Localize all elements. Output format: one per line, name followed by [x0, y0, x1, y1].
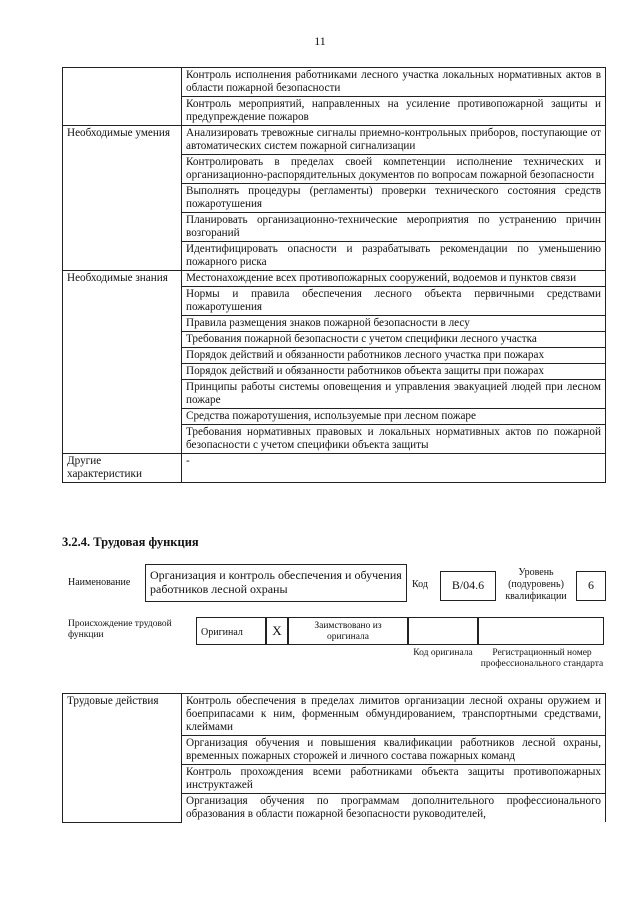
code-origin-label: Код оригинала [413, 648, 473, 658]
table-cell: Организация обучения по программам дополнительного профессионального образования в области пожарной безопасности руководителей, [182, 794, 606, 823]
table-cell: Контролировать в пределах своей компетенции исполнение технических и организационно-распорядительных документов по вопросам пожарной безопасности [182, 155, 606, 184]
labor-actions-table [62, 693, 606, 823]
page-number: 11 [314, 34, 326, 48]
table-cell: Местонахождение всех противопожарных сооружений, водоемов и пунктов связи [182, 271, 606, 287]
row-label: Необходимые знания [63, 271, 182, 454]
table-cell: Правила размещения знаков пожарной безопасности в лесу [182, 316, 606, 332]
requirements-table [62, 67, 606, 483]
table-row [63, 68, 606, 97]
table-cell: Планировать организационно-технические мероприятия по устранению причин возгораний [182, 213, 606, 242]
section-heading: 3.2.4. Трудовая функция [62, 535, 199, 549]
table-cell: Нормы и правила обеспечения лесного объекта первичными средствами пожаротушения [182, 287, 606, 316]
code-box: В/04.6 [440, 571, 496, 601]
table-row [63, 271, 606, 287]
table-cell: Контроль исполнения работниками лесного участка локальных нормативных актов в области пожарной безопасности [182, 68, 606, 97]
table-row [63, 694, 606, 736]
reg-number-box [478, 617, 604, 645]
level-label: Уровень (подуровень) квалификации [505, 567, 567, 602]
table-cell: Анализировать тревожные сигналы приемно-контрольных приборов, поступающие от автоматических систем пожарной сигнализации [182, 126, 606, 155]
table-cell: Порядок действий и обязанности работников объекта защиты при пожарах [182, 364, 606, 380]
table-cell: Идентифицировать опасности и разрабатывать рекомендации по уменьшению пожарного риска [182, 242, 606, 271]
origin-label: Происхождение трудовой функции [68, 619, 172, 640]
reg-number-label: Регистрационный номер профессионального стандарта [480, 648, 604, 669]
original-box: Оригинал [196, 617, 266, 645]
function-name-box: Организация и контроль обеспечения и обучения работников лесной охраны [145, 564, 407, 602]
table-cell: Порядок действий и обязанности работников лесного участка при пожарах [182, 348, 606, 364]
row-label: Трудовые действия [63, 694, 182, 823]
row-label: Другие характеристики [63, 454, 182, 483]
table-cell: Контроль мероприятий, направленных на усиление противопожарной защиты и предупреждение пожаров [182, 97, 606, 126]
code-label: Код [412, 579, 428, 590]
original-mark-box: X [266, 617, 288, 645]
table-cell: Средства пожаротушения, используемые при лесном пожаре [182, 409, 606, 425]
table-cell: Выполнять процедуры (регламенты) проверки технического состояния средств пожаротушения [182, 184, 606, 213]
table-cell: Требования пожарной безопасности с учетом специфики лесного участка [182, 332, 606, 348]
table-row [63, 454, 606, 483]
row-label: Необходимые умения [63, 126, 182, 271]
table-cell: Организация обучения и повышения квалификации работников лесной охраны, временных пожарных сторожей и личного состава пожарных команд [182, 736, 606, 765]
table-cell: Требования нормативных правовых и локальных нормативных актов по пожарной безопасности с учетом специфики объекта защиты [182, 425, 606, 454]
table-cell: Принципы работы системы оповещения и управления эвакуацией людей при лесном пожаре [182, 380, 606, 409]
table-cell: Контроль обеспечения в пределах лимитов организации лесной охраны оружием и боеприпасами к ним, форменным обмундированием, транспортными средствами, клеймами [182, 694, 606, 736]
table-cell: - [182, 454, 606, 483]
level-box: 6 [576, 571, 606, 601]
code-origin-box [408, 617, 478, 645]
table-row [63, 126, 606, 155]
row-label [63, 68, 182, 126]
name-label: Наименование [68, 577, 131, 588]
table-cell: Контроль прохождения всеми работниками объекта защиты противопожарных инструктажей [182, 765, 606, 794]
borrowed-box: Заимствовано из оригинала [288, 617, 408, 645]
